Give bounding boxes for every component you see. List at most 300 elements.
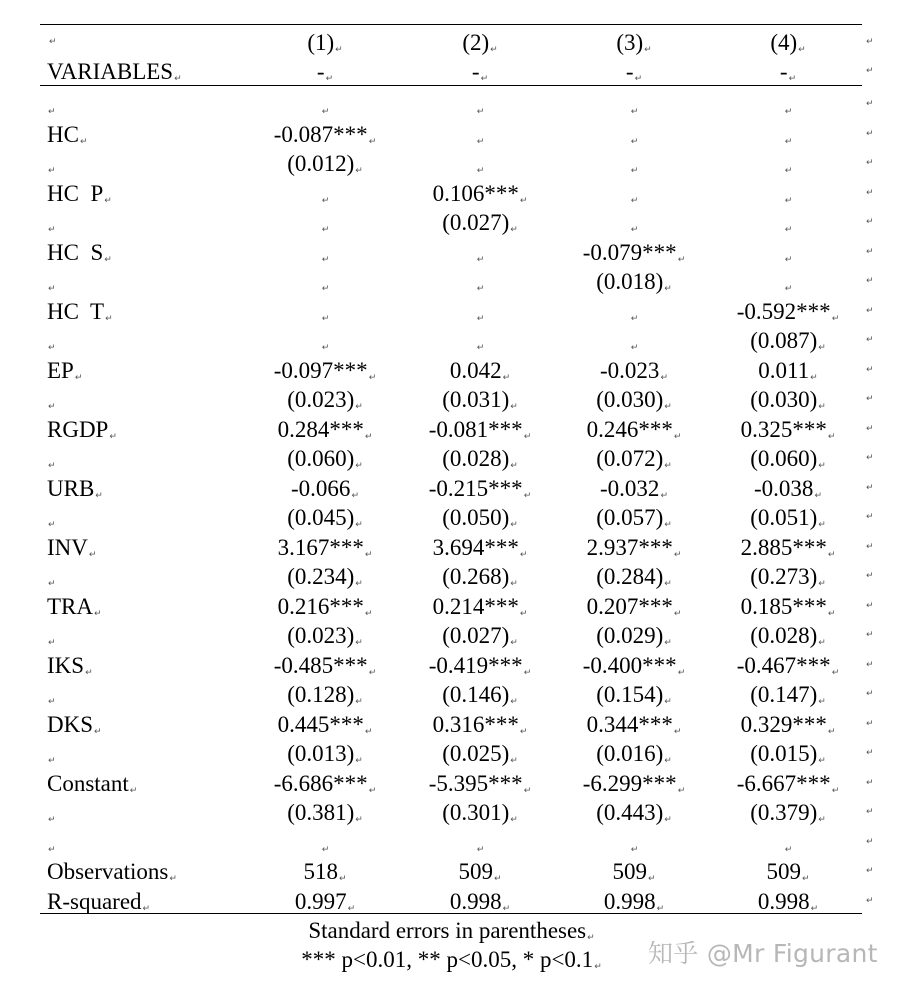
cell-col-4: 509 ↵	[713, 857, 863, 894]
table-top-rule	[40, 24, 862, 25]
paragraph-mark	[810, 373, 818, 383]
paragraph-mark	[477, 845, 485, 855]
row-label: HC P ↵	[47, 179, 112, 216]
header-dash-2: - ↵	[405, 57, 555, 94]
cell-col-3: (0.030) ↵	[559, 385, 709, 422]
column-header-3: (3) ↵	[559, 28, 709, 65]
paragraph-mark	[520, 727, 528, 737]
cell-col-4: -0.592*** ↵	[713, 297, 863, 334]
cell-col-2: 0.214*** ↵	[405, 592, 555, 629]
paragraph-mark	[785, 166, 793, 176]
paragraph-mark	[174, 74, 182, 84]
cell-col-4: 0.325*** ↵	[713, 415, 863, 452]
cell-col-3: (0.154) ↵	[559, 680, 709, 717]
cell-col-4: (0.015) ↵	[713, 739, 863, 776]
paragraph-mark	[490, 45, 498, 55]
paragraph-mark	[355, 638, 363, 648]
paragraph-mark	[365, 550, 373, 560]
paragraph-mark	[477, 284, 485, 294]
paragraph-mark	[866, 444, 874, 473]
cell-col-3: (0.443) ↵	[559, 798, 709, 835]
paragraph-mark	[664, 638, 672, 648]
paragraph-mark	[477, 343, 485, 353]
paragraph-mark	[785, 284, 793, 294]
cell-col-1: (0.045) ↵	[250, 503, 400, 540]
cell-col-4: 0.011 ↵	[713, 356, 863, 393]
header-dash-1: - ↵	[250, 57, 400, 94]
row-label: RGDP ↵	[47, 415, 117, 452]
footnote-significance: *** p<0.01, ** p<0.05, * p<0.1 ↵	[0, 945, 903, 982]
paragraph-mark	[811, 904, 819, 914]
paragraph-mark	[503, 904, 511, 914]
paragraph-mark	[818, 520, 826, 530]
table-row	[0, 592, 903, 621]
cell-col-2: (0.268) ↵	[405, 562, 555, 599]
cell-col-1: (0.128) ↵	[250, 680, 400, 717]
cell-col-2: 0.106*** ↵	[405, 179, 555, 216]
paragraph-mark	[355, 166, 363, 176]
paragraph-mark	[524, 491, 532, 501]
paragraph-mark	[866, 680, 874, 709]
header-bottom-rule	[40, 85, 862, 86]
paragraph-mark	[674, 550, 682, 560]
paragraph-mark	[48, 845, 56, 855]
cell-col-1: -6.686*** ↵	[250, 769, 400, 806]
paragraph-mark	[477, 137, 485, 147]
cell-col-1: 0.284*** ↵	[250, 415, 400, 452]
cell-col-3: -0.079*** ↵	[559, 238, 709, 275]
cell-col-1: -0.066 ↵	[250, 474, 400, 511]
column-header-4: (4) ↵	[713, 28, 863, 65]
cell-col-1: 0.216*** ↵	[250, 592, 400, 629]
paragraph-mark	[369, 668, 377, 678]
cell-col-4: (0.028) ↵	[713, 621, 863, 658]
paragraph-mark	[510, 697, 518, 707]
cell-col-3: (0.018) ↵	[559, 267, 709, 304]
paragraph-mark	[510, 579, 518, 589]
table-row	[0, 533, 903, 562]
paragraph-mark	[365, 432, 373, 442]
paragraph-mark	[798, 45, 806, 55]
paragraph-mark	[94, 609, 102, 619]
paragraph-mark	[785, 137, 793, 147]
paragraph-mark	[631, 166, 639, 176]
cell-col-1: 0.997 ↵	[250, 887, 400, 924]
paragraph-mark	[326, 74, 334, 84]
paragraph-mark	[631, 196, 639, 206]
paragraph-mark	[866, 562, 874, 591]
cell-col-2: (0.027) ↵	[405, 621, 555, 658]
paragraph-mark	[818, 461, 826, 471]
paragraph-mark	[664, 579, 672, 589]
row-label: DKS ↵	[47, 710, 102, 747]
paragraph-mark	[660, 373, 668, 383]
paragraph-mark	[664, 520, 672, 530]
cell-col-2: -5.395*** ↵	[405, 769, 555, 806]
cell-col-2: 3.694*** ↵	[405, 533, 555, 570]
paragraph-mark	[866, 238, 874, 267]
paragraph-mark	[48, 166, 56, 176]
cell-col-1: (0.023) ↵	[250, 621, 400, 658]
paragraph-mark	[866, 356, 874, 385]
paragraph-mark	[828, 727, 836, 737]
table-row	[0, 297, 903, 326]
cell-col-4: (0.060) ↵	[713, 444, 863, 481]
paragraph-mark	[866, 385, 874, 414]
paragraph-mark	[94, 727, 102, 737]
paragraph-mark	[355, 815, 363, 825]
paragraph-mark	[818, 638, 826, 648]
paragraph-mark	[49, 28, 57, 57]
paragraph-mark	[524, 668, 532, 678]
paragraph-mark	[866, 57, 874, 86]
paragraph-mark	[678, 668, 686, 678]
paragraph-mark	[85, 668, 93, 678]
table-bottom-rule	[40, 913, 862, 914]
cell-col-3: 2.937*** ↵	[559, 533, 709, 570]
row-label: INV ↵	[47, 533, 96, 570]
paragraph-mark	[80, 137, 88, 147]
paragraph-mark	[674, 609, 682, 619]
paragraph-mark	[104, 196, 112, 206]
cell-col-4: (0.273) ↵	[713, 562, 863, 599]
paragraph-mark	[355, 579, 363, 589]
cell-col-1: (0.381) ↵	[250, 798, 400, 835]
cell-col-1: -0.485*** ↵	[250, 651, 400, 688]
cell-col-4: -6.667*** ↵	[713, 769, 863, 806]
cell-col-3: (0.057) ↵	[559, 503, 709, 540]
paragraph-mark	[832, 314, 840, 324]
paragraph-mark	[104, 255, 112, 265]
variables-label: VARIABLES ↵	[47, 57, 182, 94]
row-label: Constant ↵	[47, 769, 137, 806]
table-row	[0, 208, 903, 237]
paragraph-mark	[866, 592, 874, 621]
table-row	[0, 179, 903, 208]
paragraph-mark	[355, 520, 363, 530]
cell-col-2: 509 ↵	[405, 857, 555, 894]
paragraph-mark	[510, 638, 518, 648]
cell-col-2: 0.998 ↵	[405, 887, 555, 924]
paragraph-mark	[657, 904, 665, 914]
paragraph-mark	[503, 373, 511, 383]
paragraph-mark	[866, 769, 874, 798]
cell-col-3: (0.284) ↵	[559, 562, 709, 599]
paragraph-mark	[335, 45, 343, 55]
header-row-columns	[0, 28, 903, 57]
paragraph-mark	[48, 756, 56, 766]
header-row-variables	[0, 57, 903, 86]
paragraph-mark	[322, 107, 330, 117]
footnote-standard-errors: Standard errors in parentheses ↵	[0, 916, 903, 953]
paragraph-mark	[866, 710, 874, 739]
paragraph-mark	[169, 874, 177, 884]
cell-col-2: (0.146) ↵	[405, 680, 555, 717]
paragraph-mark	[48, 815, 56, 825]
table-row	[0, 149, 903, 178]
paragraph-mark	[866, 621, 874, 650]
paragraph-mark	[75, 373, 83, 383]
cell-col-1: 518 ↵	[250, 857, 400, 894]
paragraph-mark	[802, 874, 810, 884]
paragraph-mark	[631, 107, 639, 117]
cell-col-2: (0.031) ↵	[405, 385, 555, 422]
paragraph-mark	[510, 815, 518, 825]
cell-col-4: 0.998 ↵	[713, 887, 863, 924]
row-label: Observations ↵	[47, 857, 177, 894]
paragraph-mark	[365, 609, 373, 619]
cell-col-2: 0.042 ↵	[405, 356, 555, 393]
table-row	[0, 828, 903, 857]
cell-col-4: 0.329*** ↵	[713, 710, 863, 747]
cell-col-4: (0.030) ↵	[713, 385, 863, 422]
cell-col-1: (0.023) ↵	[250, 385, 400, 422]
cell-col-3: 0.344*** ↵	[559, 710, 709, 747]
cell-col-2: (0.027) ↵	[405, 208, 555, 245]
paragraph-mark	[355, 461, 363, 471]
cell-col-4: 0.185*** ↵	[713, 592, 863, 629]
paragraph-mark	[789, 74, 797, 84]
paragraph-mark	[89, 550, 97, 560]
paragraph-mark	[866, 297, 874, 326]
cell-col-4: (0.147) ↵	[713, 680, 863, 717]
paragraph-mark	[866, 267, 874, 296]
paragraph-mark	[365, 727, 373, 737]
paragraph-mark	[130, 786, 138, 796]
cell-col-4: -0.038 ↵	[713, 474, 863, 511]
paragraph-mark	[48, 638, 56, 648]
cell-col-3: 0.207*** ↵	[559, 592, 709, 629]
paragraph-mark	[678, 786, 686, 796]
paragraph-mark	[48, 697, 56, 707]
paragraph-mark	[631, 845, 639, 855]
paragraph-mark	[674, 727, 682, 737]
cell-col-4: (0.051) ↵	[713, 503, 863, 540]
row-label: HC ↵	[47, 120, 88, 157]
paragraph-mark	[524, 786, 532, 796]
paragraph-mark	[785, 225, 793, 235]
paragraph-mark	[510, 756, 518, 766]
paragraph-mark	[866, 887, 874, 916]
paragraph-mark	[520, 550, 528, 560]
paragraph-mark	[866, 179, 874, 208]
paragraph-mark	[48, 284, 56, 294]
paragraph-mark	[322, 845, 330, 855]
paragraph-mark	[648, 874, 656, 884]
paragraph-mark	[369, 373, 377, 383]
cell-col-2: (0.050) ↵	[405, 503, 555, 540]
table-row	[0, 120, 903, 149]
column-header-2: (2) ↵	[405, 28, 555, 65]
paragraph-mark	[48, 107, 56, 117]
paragraph-mark	[866, 415, 874, 444]
paragraph-mark	[355, 402, 363, 412]
paragraph-mark	[866, 149, 874, 178]
paragraph-mark	[322, 255, 330, 265]
paragraph-mark	[510, 461, 518, 471]
cell-col-3: (0.016) ↵	[559, 739, 709, 776]
paragraph-mark	[594, 962, 602, 972]
paragraph-mark	[866, 798, 874, 827]
paragraph-mark	[587, 933, 595, 943]
paragraph-mark	[520, 609, 528, 619]
paragraph-mark	[510, 520, 518, 530]
table-row	[0, 621, 903, 650]
table-row	[0, 444, 903, 473]
paragraph-mark	[866, 120, 874, 149]
cell-col-1: (0.013) ↵	[250, 739, 400, 776]
table-row	[0, 769, 903, 798]
paragraph-mark	[631, 343, 639, 353]
table-row	[0, 503, 903, 532]
paragraph-mark	[828, 550, 836, 560]
cell-col-2: (0.025) ↵	[405, 739, 555, 776]
cell-col-2: -0.215*** ↵	[405, 474, 555, 511]
paragraph-mark	[631, 137, 639, 147]
cell-col-2: -0.419*** ↵	[405, 651, 555, 688]
paragraph-mark	[866, 533, 874, 562]
paragraph-mark	[866, 90, 874, 119]
paragraph-mark	[322, 225, 330, 235]
paragraph-mark	[678, 255, 686, 265]
paragraph-mark	[510, 225, 518, 235]
paragraph-mark	[348, 904, 356, 914]
paragraph-mark	[785, 255, 793, 265]
paragraph-mark	[866, 651, 874, 680]
paragraph-mark	[635, 74, 643, 84]
paragraph-mark	[866, 28, 874, 57]
paragraph-mark	[674, 432, 682, 442]
table-row	[0, 326, 903, 355]
cell-col-1: -0.097*** ↵	[250, 356, 400, 393]
table-row	[0, 739, 903, 768]
paragraph-mark	[664, 815, 672, 825]
paragraph-mark	[832, 786, 840, 796]
row-label: HC T ↵	[47, 297, 113, 334]
cell-col-1: 3.167*** ↵	[250, 533, 400, 570]
table-row	[0, 238, 903, 267]
paragraph-mark	[785, 107, 793, 117]
paragraph-mark	[631, 225, 639, 235]
paragraph-mark	[109, 432, 117, 442]
table-row	[0, 710, 903, 739]
paragraph-mark	[818, 343, 826, 353]
paragraph-mark	[481, 74, 489, 84]
cell-col-3: -0.023 ↵	[559, 356, 709, 393]
paragraph-mark	[818, 815, 826, 825]
paragraph-mark	[477, 107, 485, 117]
cell-col-3: -6.299*** ↵	[559, 769, 709, 806]
cell-col-3: (0.072) ↵	[559, 444, 709, 481]
paragraph-mark	[866, 326, 874, 355]
paragraph-mark	[660, 491, 668, 501]
paragraph-mark	[866, 739, 874, 768]
row-label: TRA ↵	[47, 592, 102, 629]
cell-col-4: -0.467*** ↵	[713, 651, 863, 688]
table-row	[0, 680, 903, 709]
paragraph-mark	[631, 314, 639, 324]
paragraph-mark	[664, 402, 672, 412]
paragraph-mark	[866, 828, 874, 857]
paragraph-mark	[369, 137, 377, 147]
paragraph-mark	[814, 491, 822, 501]
cell-col-1: (0.012) ↵	[250, 149, 400, 186]
table-row	[0, 385, 903, 414]
paragraph-mark	[339, 874, 347, 884]
header-dash-3: - ↵	[559, 57, 709, 94]
table-row	[0, 474, 903, 503]
paragraph-mark	[95, 491, 103, 501]
paragraph-mark	[322, 314, 330, 324]
paragraph-mark	[322, 343, 330, 353]
table-row	[0, 415, 903, 444]
paragraph-mark	[477, 314, 485, 324]
cell-col-3: -0.400*** ↵	[559, 651, 709, 688]
paragraph-mark	[48, 579, 56, 589]
paragraph-mark	[866, 474, 874, 503]
paragraph-mark	[48, 461, 56, 471]
cell-col-2: (0.301) ↵	[405, 798, 555, 835]
paragraph-mark	[105, 314, 113, 324]
cell-col-4: 2.885*** ↵	[713, 533, 863, 570]
cell-col-4: (0.087) ↵	[713, 326, 863, 363]
table-row	[0, 887, 903, 916]
paragraph-mark	[48, 520, 56, 530]
table-row	[0, 857, 903, 886]
paragraph-mark	[644, 45, 652, 55]
paragraph-mark	[355, 756, 363, 766]
table-row	[0, 356, 903, 385]
paragraph-mark	[664, 461, 672, 471]
row-label: HC S ↵	[47, 238, 112, 275]
row-label: R-squared ↵	[47, 887, 150, 924]
row-label: IKS ↵	[47, 651, 93, 688]
paragraph-mark	[322, 196, 330, 206]
paragraph-mark	[832, 668, 840, 678]
cell-col-3: 0.246*** ↵	[559, 415, 709, 452]
paragraph-mark	[351, 491, 359, 501]
table-row	[0, 267, 903, 296]
paragraph-mark	[322, 284, 330, 294]
table-row	[0, 798, 903, 827]
table-row	[0, 651, 903, 680]
paragraph-mark	[510, 402, 518, 412]
paragraph-mark	[828, 432, 836, 442]
paragraph-mark	[664, 756, 672, 766]
paragraph-mark	[369, 786, 377, 796]
header-dash-4: - ↵	[713, 57, 863, 94]
paragraph-mark	[785, 196, 793, 206]
paragraph-mark	[818, 402, 826, 412]
paragraph-mark	[664, 697, 672, 707]
paragraph-mark	[355, 697, 363, 707]
zhihu-watermark: 知乎 @Mr Figurant	[648, 939, 878, 968]
paragraph-mark	[477, 255, 485, 265]
paragraph-mark	[866, 857, 874, 886]
cell-col-4: (0.379) ↵	[713, 798, 863, 835]
cell-col-1: 0.445*** ↵	[250, 710, 400, 747]
paragraph-mark	[818, 579, 826, 589]
paragraph-mark	[664, 284, 672, 294]
cell-col-3: 509 ↵	[559, 857, 709, 894]
table-row	[0, 90, 903, 119]
row-label: URB ↵	[47, 474, 103, 511]
cell-col-2: (0.028) ↵	[405, 444, 555, 481]
cell-col-3: 0.998 ↵	[559, 887, 709, 924]
paragraph-mark	[785, 845, 793, 855]
paragraph-mark	[520, 196, 528, 206]
cell-col-3: (0.029) ↵	[559, 621, 709, 658]
